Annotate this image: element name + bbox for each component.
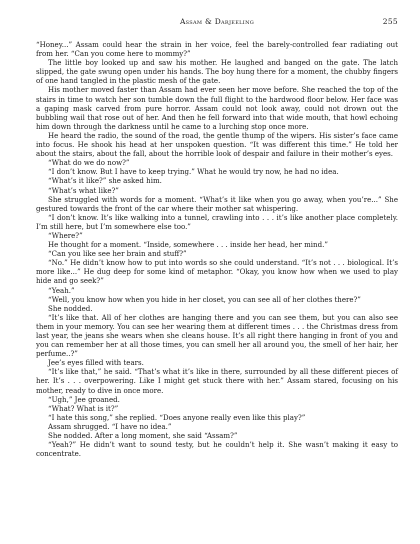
paragraph: Jee’s eyes filled with tears.	[48, 358, 144, 368]
paragraph: She nodded. After a long moment, she said “Assam?”	[48, 431, 238, 441]
paragraph: “Ugh,” Jee groaned.	[48, 394, 120, 404]
paragraph: The little boy looked up and saw his mother. He laughed and banged on the gate. The latch slipped, the gate swung open under his hands. The boy hung there for a moment, the chubby fingers of one hand tangled in the plastic mesh of the gate.	[36, 58, 398, 86]
paragraph: “What? What is it?”	[48, 403, 119, 413]
paragraph: “Honey...” Assam could hear the strain in her voice, feel the barely-controlled fear radiating out from her. “Can you come here to mommy?”	[36, 40, 398, 59]
paragraph: She nodded.	[48, 303, 93, 313]
paragraph: “Where?”	[48, 230, 83, 240]
paragraph: He thought for a moment. “Inside, somewhere . . . inside her head, her mind.”	[48, 240, 328, 250]
page-number: 255	[382, 17, 398, 26]
paragraph: “Yeah.”	[48, 285, 75, 295]
paragraph: “It’s like that,” he said. “That’s what it’s like in there, surrounded by all these different pieces of her. It’s . . . overpowering. Like I might get stuck there with her.” Assam stared, focusing on his mother, ready to dive in once more.	[36, 367, 398, 395]
body-text	[36, 40, 398, 458]
paragraph: “What’s what like?”	[48, 185, 119, 195]
paragraph: “I hate this song,” she replied. “Does anyone really even like this play?”	[48, 412, 306, 422]
paragraph: “What do we do now?”	[48, 158, 130, 168]
paragraph: Assam shrugged. “I have no idea.”	[48, 421, 172, 431]
paragraph: “Yeah?” He didn’t want to sound testy, but he couldn’t help it. She wasn’t making it easy to concentrate.	[36, 440, 398, 459]
paragraph: “Well, you know how when you hide in her closet, you can see all of her clothes there?”	[48, 294, 361, 304]
paragraph: “What’s it like?” she asked him.	[48, 176, 162, 186]
paragraph: “No.” He didn’t know how to put into words so she could understand. “It’s not . . . biological. It’s more like...” He dug deep for some kind of metaphor. “Okay, you know how when we used to play hide and go seek?”	[36, 258, 398, 286]
running-title: Assam & Darjeeling	[179, 17, 255, 26]
paragraph: “Can you like see her brain and stuff?”	[48, 249, 187, 259]
running-header	[36, 17, 398, 29]
paragraph: She struggled with words for a moment. “What’s it like when you go away, when you’re...” She gestured towards the front of the car where their mother sat whispering.	[36, 194, 398, 213]
paragraph: “It’s like that. All of her clothes are hanging there and you can see them, but you can also see them in your memory. You can see her wearing them at different times . . . the Christmas dress from last year, the jeans she wears when she cleans house. It’s all right there hanging in front of you and you can remember her at all those times, you can smell her all around you, the smell of her hair, her perfume..?”	[36, 312, 398, 359]
paragraph: “I don’t know. It’s like walking into a tunnel, crawling into . . . it’s like another place completely. I’m still here, but I’m somewhere else too.”	[36, 212, 398, 231]
paragraph: “I don’t know. But I have to keep trying.” What he would try now, he had no idea.	[48, 167, 339, 177]
paragraph: He heard the radio, the sound of the road, the gentle thump of the wipers. His sister’s face came into focus. He shook his head at her unspoken question. “It was different this time.” He told her about the stairs, about the fall, about the horrible look of despair and failure in their mother’s eyes.	[36, 130, 398, 159]
paragraph: His mother moved faster than Assam had ever seen her move before. She reached the top of the stairs in time to watch her son tumble down the full flight to the hardwood floor below. Her face was a gaping mask carved from pure horror. Assam could not look away, could not drown out the bubbling wail that rose out of her. And then he fell forward into that wide mouth, that howl echoing him down through the darkness until he came to a lurching stop once more.	[36, 85, 398, 131]
